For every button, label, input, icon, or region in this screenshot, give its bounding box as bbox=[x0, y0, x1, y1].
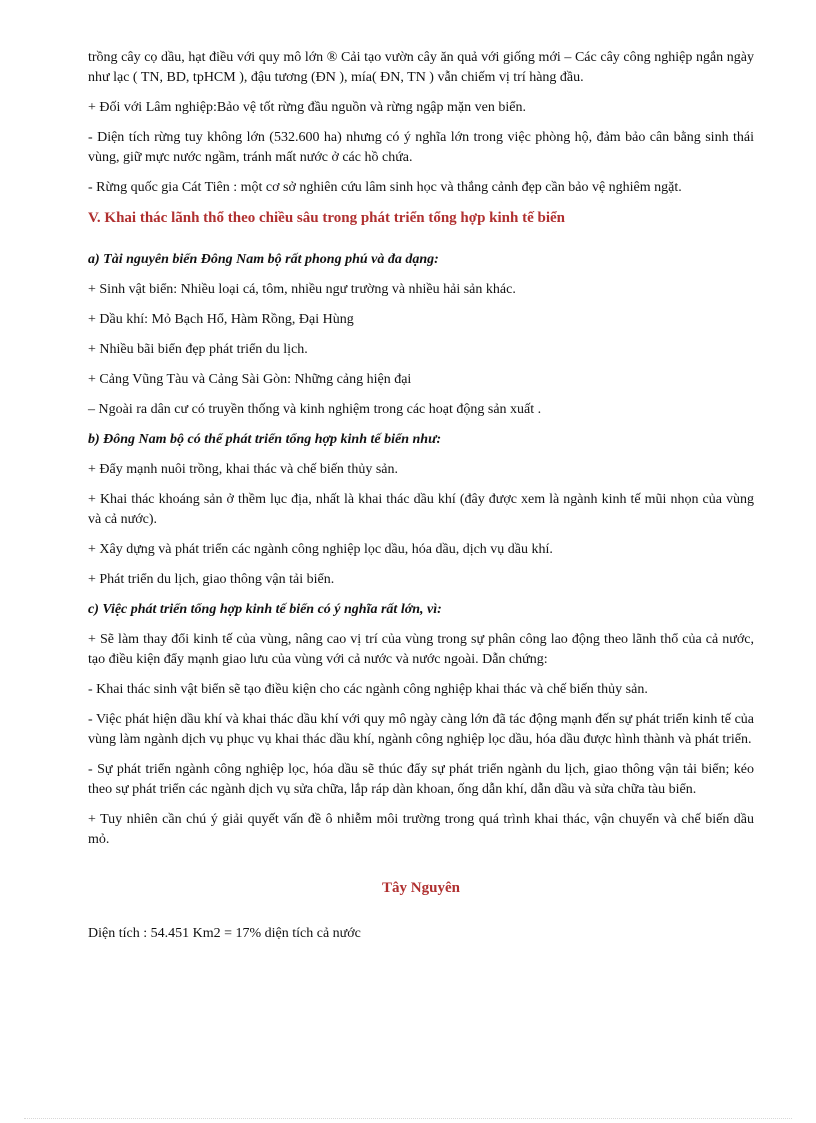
paragraph-forest-area: - Diện tích rừng tuy không lớn (532.600 ha) nhưng có ý nghĩa lớn trong việc phòng hộ, đảm bảo cân bằng sinh thái vùng, giữ mực nước ngầm, tránh mất nước ở các hồ chứa. bbox=[88, 130, 754, 165]
list-item: + Sinh vật biển: Nhiều loại cá, tôm, nhiều ngư trường và nhiều hải sản khác. bbox=[88, 282, 516, 297]
region-area: Diện tích : 54.451 Km2 = 17% diện tích cả nước bbox=[88, 926, 361, 941]
list-item: + Dầu khí: Mỏ Bạch Hổ, Hàm Rồng, Đại Hùng bbox=[88, 312, 354, 327]
region-title: Tây Nguyên bbox=[382, 880, 460, 896]
subheading-c: c) Việc phát triển tổng hợp kinh tế biển có ý nghĩa rất lớn, vì: bbox=[88, 602, 442, 617]
list-item: - Sự phát triển ngành công nghiệp lọc, hóa dầu sẽ thúc đẩy sự phát triển ngành du lịch, giao thông vận tải biển; kéo theo sự phát triển các ngành dịch vụ sửa chữa, lắp ráp dàn khoan, ống dẫn khí, dẫn dầu và sửa chữa tàu biển. bbox=[88, 762, 754, 797]
list-item: + Khai thác khoáng sản ở thềm lục địa, nhất là khai thác dầu khí (đây được xem là ngành kinh tế mũi nhọn của vùng và cả nước). bbox=[88, 492, 754, 527]
list-item: + Nhiều bãi biển đẹp phát triển du lịch. bbox=[88, 342, 308, 357]
list-item: + Phát triển du lịch, giao thông vận tải biển. bbox=[88, 572, 335, 587]
subheading-a: a) Tài nguyên biển Đông Nam bộ rất phong phú và đa dạng: bbox=[88, 252, 439, 267]
list-item: – Ngoài ra dân cư có truyền thống và kinh nghiệm trong các hoạt động sản xuất . bbox=[88, 402, 542, 417]
list-item: + Tuy nhiên cần chú ý giải quyết vấn đề ô nhiễm môi trường trong quá trình khai thác, vận chuyển và chế biến dầu mỏ. bbox=[88, 812, 754, 847]
list-item: + Sẽ làm thay đổi kinh tế của vùng, nâng cao vị trí của vùng trong sự phân công lao động theo lãnh thổ của cả nước, tạo điều kiện đẩy mạnh giao lưu của vùng với cả nước và nước ngoài. Dẫn chứng: bbox=[88, 632, 754, 667]
document-page bbox=[88, 48, 754, 954]
section-heading: V. Khai thác lãnh thổ theo chiều sâu trong phát triển tổng hợp kinh tế biển bbox=[88, 210, 566, 226]
list-item: + Đẩy mạnh nuôi trồng, khai thác và chế biến thủy sản. bbox=[88, 462, 398, 477]
paragraph-crops: trồng cây cọ dầu, hạt điều với quy mô lớn ® Cải tạo vườn cây ăn quả với giống mới – Các cây công nghiệp ngắn ngày như lạc ( TN, BD, tpHCM ), đậu tương (ĐN ), mía( ĐN, TN ) vẫn chiếm vị trí hàng đầu. bbox=[88, 50, 754, 85]
page-bottom-divider bbox=[24, 1118, 792, 1119]
list-item: - Khai thác sinh vật biển sẽ tạo điều kiện cho các ngành công nghiệp khai thác và chế biến thủy sản. bbox=[88, 682, 648, 697]
subheading-b: b) Đông Nam bộ có thể phát triển tổng hợp kinh tế biển như: bbox=[88, 432, 442, 447]
list-item: - Việc phát hiện dầu khí và khai thác dầu khí với quy mô ngày càng lớn đã tác động mạnh đến sự phát triển kinh tế của vùng làm ngành dịch vụ phục vụ khai thác dầu khí, ngành công nghiệp lọc dầu, hóa dầu được hình thành và phát triển. bbox=[88, 712, 754, 747]
paragraph-cat-tien: - Rừng quốc gia Cát Tiên : một cơ sở nghiên cứu lâm sinh học và thắng cảnh đẹp cần bảo vệ nghiêm ngặt. bbox=[88, 180, 682, 195]
list-item: + Cảng Vũng Tàu và Cảng Sài Gòn: Những cảng hiện đại bbox=[88, 372, 412, 387]
list-item: + Xây dựng và phát triển các ngành công nghiệp lọc dầu, hóa dầu, dịch vụ dầu khí. bbox=[88, 542, 553, 557]
paragraph-forestry: + Đối với Lâm nghiệp:Bảo vệ tốt rừng đầu nguồn và rừng ngập mặn ven biển. bbox=[88, 100, 526, 115]
